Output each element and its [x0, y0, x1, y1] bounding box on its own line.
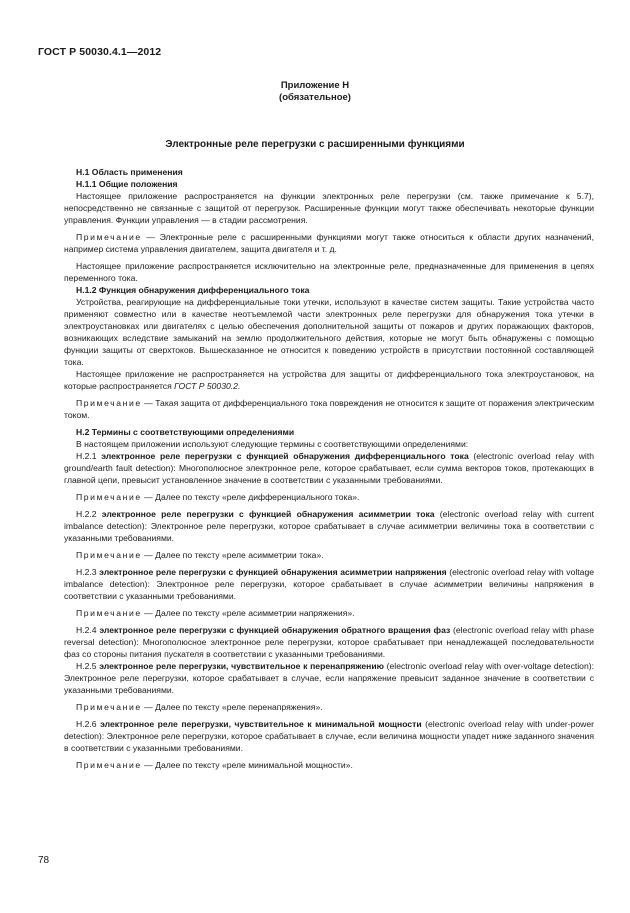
annex-status: (обязательное) — [279, 92, 351, 103]
note-label: Примечание — [76, 550, 142, 560]
note-paragraph — [64, 759, 594, 771]
note-paragraph — [64, 231, 594, 255]
note-label: Примечание — [76, 608, 142, 618]
term-definition — [64, 660, 594, 696]
note-text: — Далее по тексту «реле дифференциального тока». — [141, 492, 360, 502]
term-name: электронное реле перегрузки с функцией обнаружения дифференциального тока — [101, 451, 469, 461]
term-number: Н.2.6 — [76, 719, 101, 729]
term-number: Н.2.5 — [76, 661, 100, 671]
term-name: электронное реле перегрузки с функцией обнаружения обратного вращения фаз — [99, 625, 451, 635]
paragraph: Настоящее приложение распространяется исключительно на электронные реле, предназначенные для применения в цепях переменного тока. — [64, 261, 594, 283]
paragraph: Настоящее приложение распространяется на функции электронных реле перегрузки (см. также примечание к 5.7), непосредственно не связанные с защитой от перегрузок. Расширенные функции могут также обеспечивать некоторые функции управления. Функции управления — в стадии рассмотрения. — [64, 191, 594, 225]
note-paragraph — [64, 549, 594, 561]
term-text: (electronic overload relay with current imbalance detection): Электронное реле перегрузки, которое срабатывает в случае асимметрии величины тока в соответствии с указанными требованиями. — [64, 509, 595, 543]
section-heading: Н.2 Термины с соответствующими определениями — [76, 427, 295, 437]
annex-document-title: Электронные реле перегрузки с расширенными функциями — [165, 139, 465, 150]
section-heading: Н.1 Область применения — [76, 167, 183, 177]
note-label: Примечание — [76, 492, 142, 502]
note-text: — Такая защита от дифференциального тока повреждения не относится к защите от поражения электрическим током. — [64, 398, 594, 420]
paragraph: В настоящем приложении используют следующие термины с соответствующими определениями: — [76, 439, 469, 449]
note-text: — Далее по тексту «реле перенапряжения». — [141, 702, 323, 712]
term-definition — [64, 624, 594, 660]
subsection-heading: Н.1.2 Функция обнаружения дифференциального тока — [76, 285, 310, 295]
note-paragraph — [64, 397, 594, 421]
term-name: электронное реле перегрузки, чувствительное к минимальной мощности — [100, 719, 422, 729]
standard-header: ГОСТ Р 50030.4.1—2012 — [38, 46, 162, 58]
term-text: (electronic overload relay with over-voltage detection): Электронное реле перегрузки, которое срабатывает в случае, если напряжение превысит заданное значение в соответствии с указанными требованиями. — [64, 661, 594, 695]
note-paragraph — [64, 607, 594, 619]
paragraph-text: Настоящее приложение не распространяется на устройства для защиты от дифференциального тока электроустановок, на которые распространяется — [64, 369, 594, 391]
term-text: (electronic overload relay with phase reversal detection): Многополюсное электронное реле перегрузки, которое срабатывает при ненадлежащей последовательности фаз со стороны питания пускателя в соответствии с указанными требованиями. — [64, 625, 594, 659]
note-text: — Далее по тексту «реле асимметрии напряжения». — [141, 608, 355, 618]
standard-reference: ГОСТ Р 50030.2. — [174, 381, 241, 391]
term-name: электронное реле перегрузки, чувствительное к перенапряжению — [99, 661, 384, 671]
term-number: Н.2.1 — [76, 451, 102, 461]
page-number: 78 — [38, 855, 50, 866]
term-name: электронное реле перегрузки с функцией обнаружения асимметрии напряжения — [99, 567, 447, 577]
document-body — [64, 166, 594, 771]
paragraph — [64, 368, 594, 392]
term-text: (electronic overload relay with voltage imbalance detection): Электронное реле перегрузки, которое срабатывает в случае асимметрии величины напряжения в соответствии с указанными требованиями. — [64, 567, 594, 601]
note-label: Примечание — [76, 398, 142, 408]
note-paragraph — [64, 701, 594, 713]
subsection-heading: Н.1.1 Общие положения — [76, 179, 178, 189]
term-number: Н.2.3 — [76, 567, 100, 577]
term-definition — [64, 508, 594, 544]
note-label: Примечание — [76, 760, 142, 770]
paragraph: Устройства, реагирующие на дифференциальные токи утечки, используют в качестве систем защиты. Такие устройства часто применяют совместно или в качестве неотъемлемой части электронных реле перегрузки для обнаружения тока утечки в электроустановках или двигателях с целью обеспечения дополнительной защиты от пожаров и других поражающих факторов, возникающих вследствие замыканий на землю продолжительного действия, которые не могут быть обнаружены с помощью функции защиты от сверхтоков. Вышесказанное не относится к поведению устройств в присутствии постоянной составляющей тока. — [64, 297, 594, 367]
term-definition — [64, 450, 594, 486]
note-text: — Далее по тексту «реле асимметрии тока». — [141, 550, 324, 560]
term-number: Н.2.4 — [76, 625, 100, 635]
term-definition — [64, 566, 594, 602]
term-number: Н.2.2 — [76, 509, 102, 519]
note-text: — Электронные реле с расширенными функциями могут также относиться к области других назначений, например система управления двигателем, защита двигателя и т. д. — [64, 232, 594, 254]
note-text: — Далее по тексту «реле минимальной мощности». — [141, 760, 353, 770]
term-name: электронное реле перегрузки с функцией обнаружения асимметрии тока — [101, 509, 435, 519]
note-label: Примечание — [76, 702, 142, 712]
note-paragraph — [64, 491, 594, 503]
annex-title: Приложение Н — [280, 80, 350, 91]
note-label: Примечание — [76, 232, 142, 242]
term-text: (electronic overload relay with ground/earth fault detection): Многополюсное электронное реле, которое срабатывает, если сумма векторов токов, протекающих в главной цепи, превысит установленное значение в соответствии с указанными требованиями. — [64, 451, 594, 485]
term-definition — [64, 718, 594, 754]
annex-heading — [0, 80, 630, 104]
term-text: (electronic overload relay with under-power detection): Электронное реле перегрузки, которое срабатывает в случае, если величина мощности упадет ниже заданного значения в соответствии с указанными требованиями. — [64, 719, 594, 753]
